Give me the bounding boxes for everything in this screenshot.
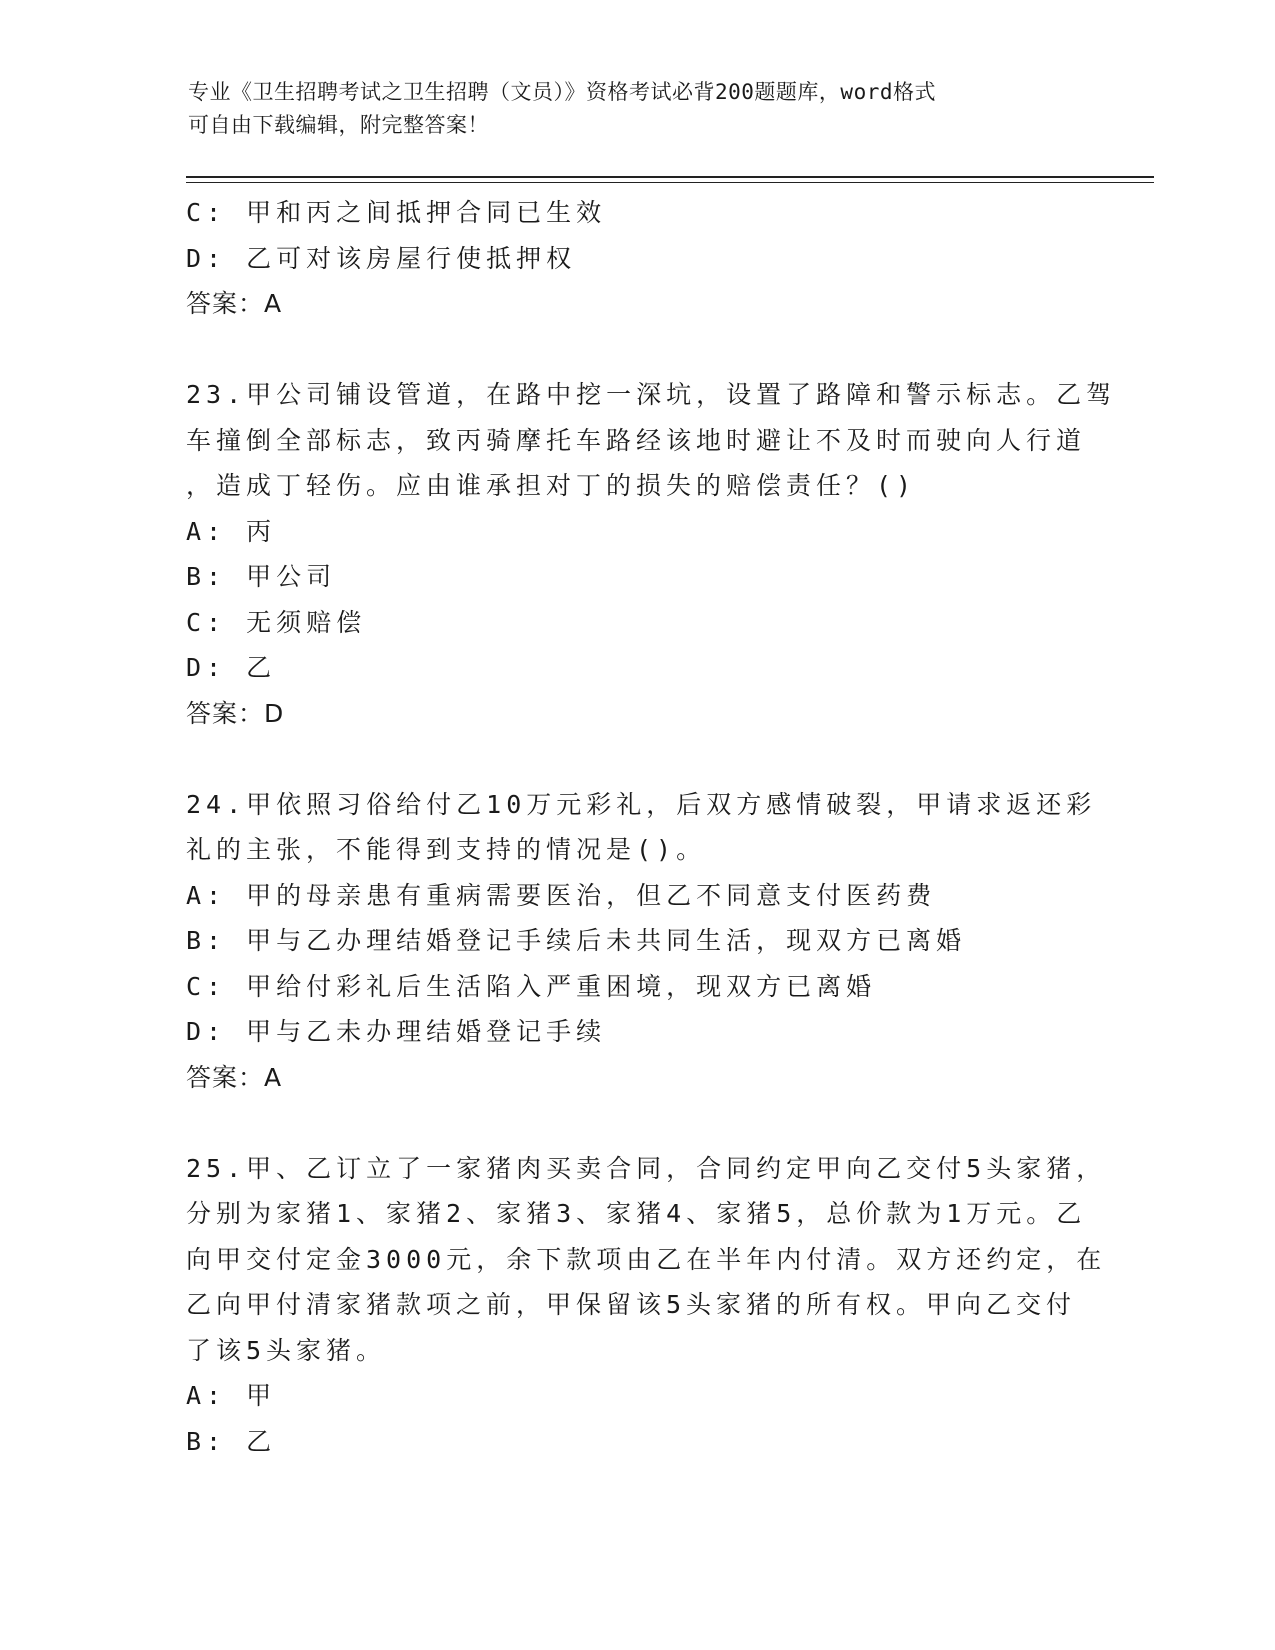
spacer — [186, 736, 1086, 782]
header-rule-thick — [186, 176, 1154, 178]
question-25-option-a: A: 甲 — [186, 1381, 277, 1410]
page-header — [188, 76, 1088, 142]
question-24-option-b: B: 甲与乙办理结婚登记手续后未共同生活，现双方已离婚 — [186, 926, 967, 955]
prev-option-d: D: 乙可对该房屋行使抵押权 — [186, 243, 577, 273]
question-content — [186, 190, 1117, 1464]
question-23-option-b: B: 甲公司 — [186, 562, 337, 591]
question-25-line-3: 向甲交付定金3000元，余下款项由乙在半年内付清。双方还约定，在 — [186, 1244, 1107, 1274]
question-23 — [186, 372, 1117, 736]
question-25 — [186, 1146, 1107, 1465]
question-24-option-a: A: 甲的母亲患有重病需要医治，但乙不同意支付医药费 — [186, 880, 937, 910]
spacer — [186, 327, 1086, 373]
question-24-option-d: D: 甲与乙未办理结婚登记手续 — [186, 1017, 607, 1046]
question-25-line-1: 25.甲、乙订立了一家猪肉买卖合同，合同约定甲向乙交付5头家猪， — [186, 1153, 1107, 1183]
question-23-line-2: 车撞倒全部标志，致丙骑摩托车路经该地时避让不及时而驶向人行道 — [186, 425, 1087, 455]
header-line-2: 可自由下载编辑，附完整答案！ — [188, 113, 489, 137]
question-25-option-b: B: 乙 — [186, 1426, 277, 1456]
question-25-line-5: 了该5头家猪。 — [186, 1335, 387, 1365]
question-23-answer: 答案：D — [186, 698, 285, 728]
spacer — [186, 1100, 1086, 1146]
question-24-option-c: C: 甲给付彩礼后生活陷入严重困境，现双方已离婚 — [186, 971, 877, 1001]
question-23-option-c: C: 无须赔偿 — [186, 607, 367, 637]
header-line-1: 专业《卫生招聘考试之卫生招聘（文员）》资格考试必背200题题库，word格式 — [188, 80, 936, 104]
question-23-line-1: 23.甲公司铺设管道，在路中挖一深坑，设置了路障和警示标志。乙驾 — [186, 380, 1117, 409]
question-23-line-3: ，造成丁轻伤。应由谁承担对丁的损失的赔偿责任？() — [186, 471, 917, 500]
question-23-option-d: D: 乙 — [186, 653, 277, 682]
question-24-line-2: 礼的主张，不能得到支持的情况是()。 — [186, 835, 707, 864]
question-24-answer: 答案：A — [186, 1062, 283, 1092]
question-25-line-4: 乙向甲付清家猪款项之前，甲保留该5头家猪的所有权。甲向乙交付 — [186, 1290, 1077, 1319]
prev-answer: 答案：A — [186, 289, 283, 318]
prev-option-c: C: 甲和丙之间抵押合同已生效 — [186, 198, 607, 227]
header-rule-thin — [186, 182, 1154, 183]
question-24 — [186, 782, 1097, 1101]
question-23-option-a: A: 丙 — [186, 516, 277, 546]
question-24-line-1: 24.甲依照习俗给付乙10万元彩礼，后双方感情破裂，甲请求返还彩 — [186, 789, 1097, 819]
question-25-line-2: 分别为家猪1、家猪2、家猪3、家猪4、家猪5，总价款为1万元。乙 — [186, 1199, 1087, 1228]
